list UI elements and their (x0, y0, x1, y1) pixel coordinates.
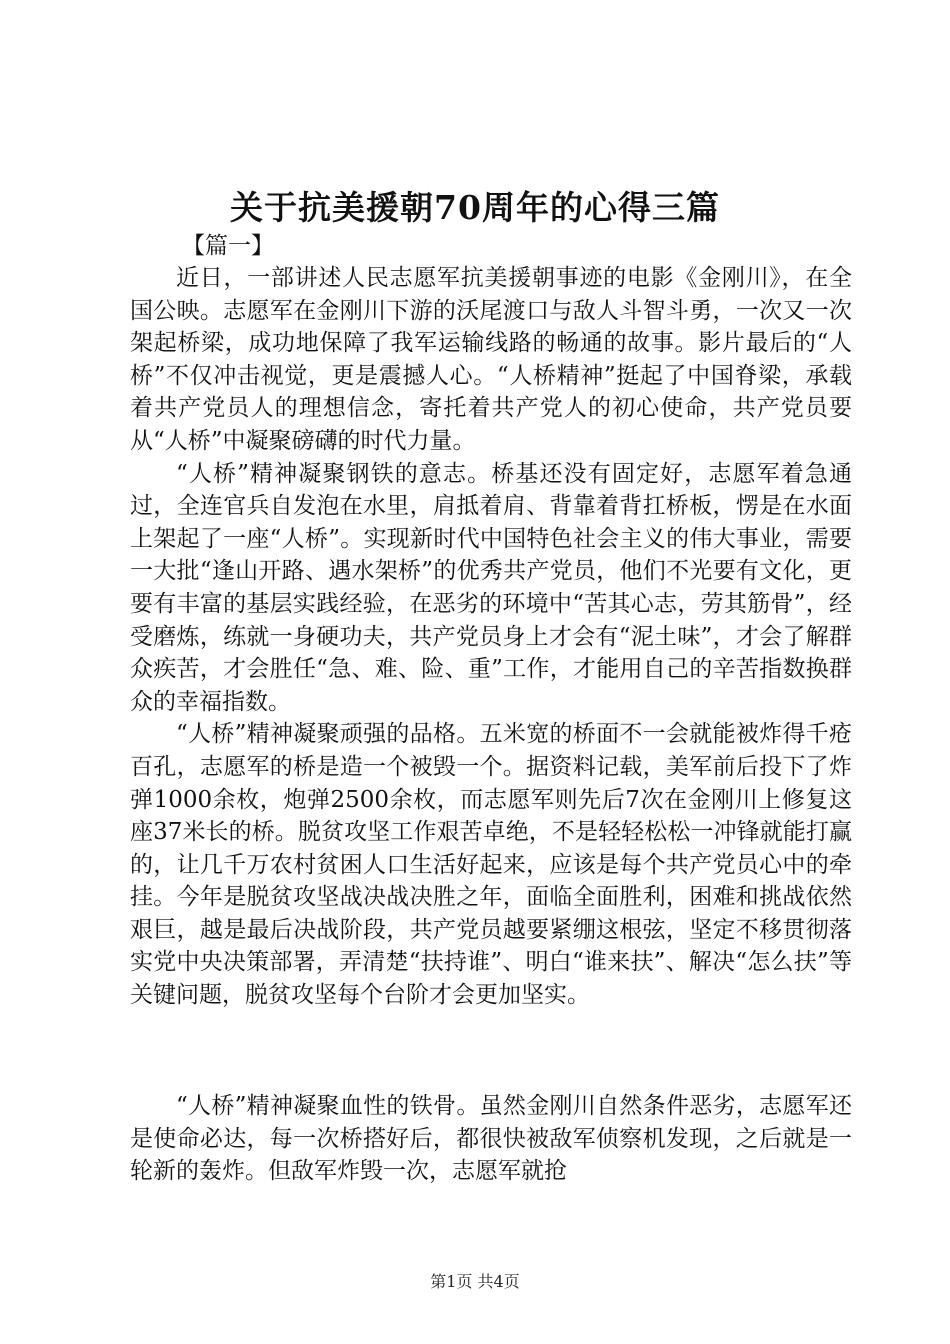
document-title: 关于抗美援朝70周年的心得三篇 (230, 188, 720, 227)
body-text-block (130, 262, 852, 1012)
section-label: 【篇一】 (182, 233, 274, 259)
paragraph-steel-will: “人桥”精神凝聚钢铁的意志。桥基还没有固定好，志愿军着急通过，全连官兵自发泡在水里，肩抵着肩、背靠着背扛桥板，愣是在水面上架起了一座“人桥”。实现新时代中国特色社会主义的伟大事业，需要一大批“逢山开路、遇水架桥”的优秀共产党员，他们不光要有文化，更要有丰富的基层实践经验，在恶劣的环境中“苦其心志，劳其筋骨”，经受磨炼，练就一身硬功夫，共产党员身上才会有“泥土味”，才会了解群众疾苦，才会胜任“急、难、险、重”工作，才能用自己的辛苦指数换群众的幸福指数。 (130, 460, 852, 715)
page-number-footer: 第1页 共4页 (430, 1272, 520, 1291)
paragraph-tenacious-character: “人桥”精神凝聚顽强的品格。五米宽的桥面不一会就能被炸得千疮百孔，志愿军的桥是造一个被毁一个。据资料记载，美军前后投下了炸弹1000余枚，炮弹2500余枚，而志愿军则先后7次在金刚川上修复这座37米长的桥。脱贫攻坚工作艰苦卓绝，不是轻轻松松一冲锋就能打赢的，让几千万农村贫困人口生活好起来，应该是每个共产党员心中的牵挂。今年是脱贫攻坚战决战决胜之年，面临全面胜利，困难和挑战依然艰巨，越是最后决战阶段，共产党员越要紧绷这根弦，坚定不移贯彻落实党中央决策部署，弄清楚“扶持谁”、明白“谁来扶”、解决“怎么扶”等关键问题，脱贫攻坚每个台阶才会更加坚实。 (130, 721, 852, 1009)
body-text-block-continued (130, 1090, 852, 1188)
paragraph-intro: 近日，一部讲述人民志愿军抗美援朝事迹的电影《金刚川》，在全国公映。志愿军在金刚川下游的沃尾渡口与敌人斗智斗勇，一次又一次架起桥梁，成功地保障了我军运输线路的畅通的故事。影片最后的“人桥”不仅冲击视觉，更是震撼人心。“人桥精神”挺起了中国脊梁，承载着共产党员人的理想信念，寄托着共产党人的初心使命，共产党员要从“人桥”中凝聚磅礴的时代力量。 (130, 265, 852, 454)
paragraph-iron-bones: “人桥”精神凝聚血性的铁骨。虽然金刚川自然条件恶劣，志愿军还是使命必达，每一次桥搭好后，都很快被敌军侦察机发现，之后就是一轮新的轰炸。但敌军炸毁一次，志愿军就抢 (130, 1093, 852, 1185)
